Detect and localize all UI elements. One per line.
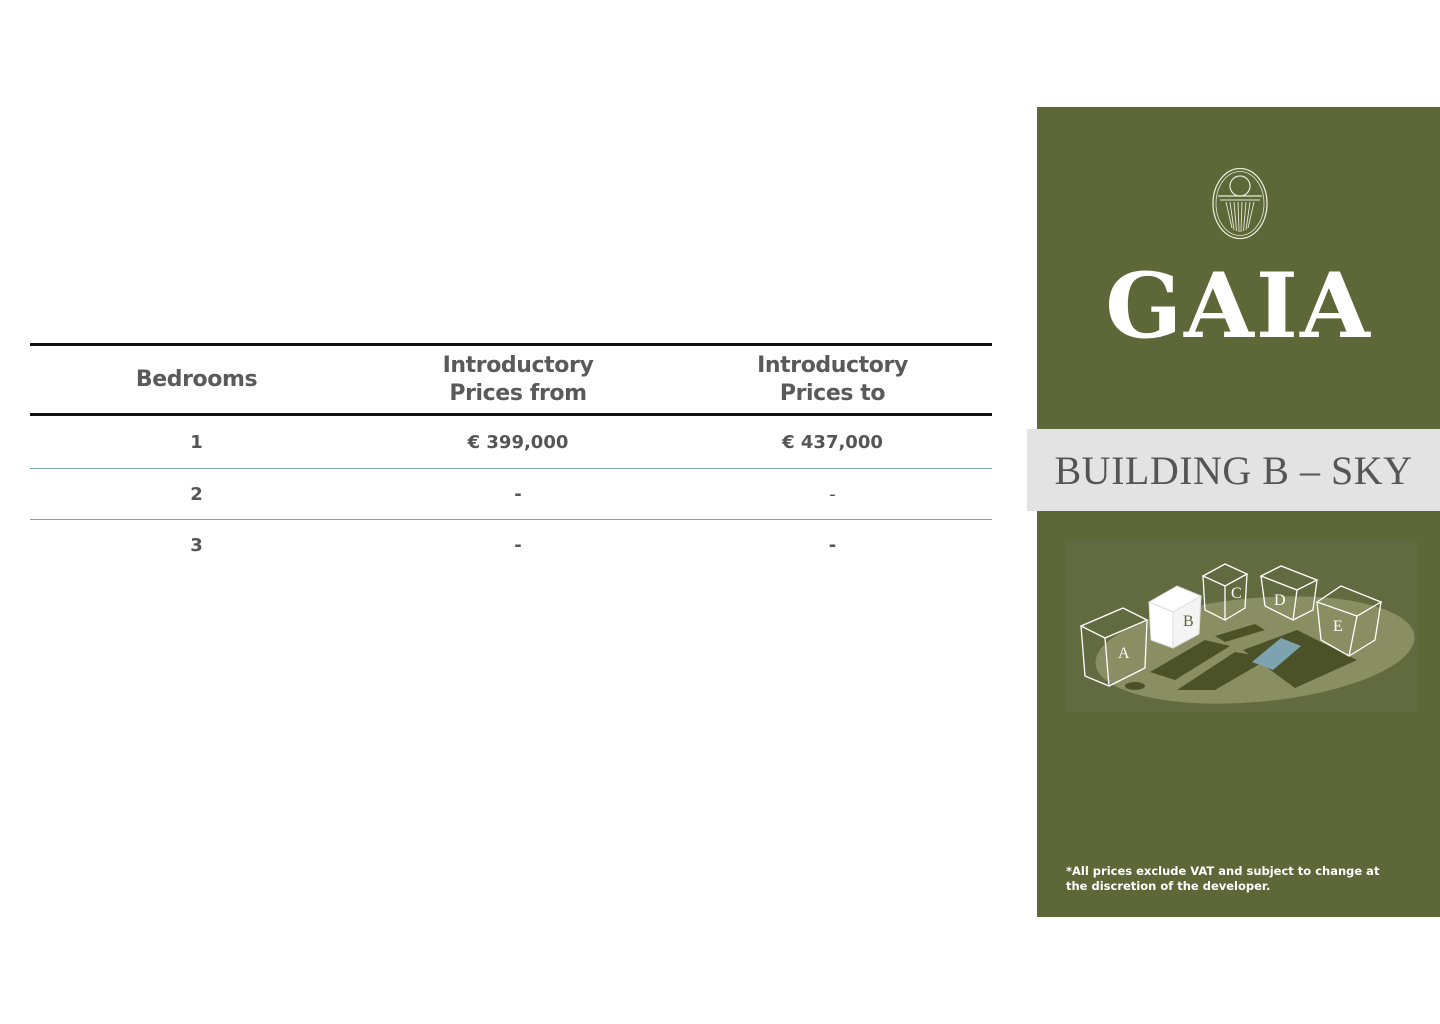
header-bedrooms: Bedrooms [135, 366, 258, 392]
building-band [1027, 429, 1440, 511]
price-table [30, 343, 992, 570]
map-label-b: B [1183, 613, 1194, 630]
header-prices-from: Introductory Prices from [442, 352, 594, 406]
brand-logo: GAIA [1105, 253, 1372, 359]
gaia-emblem-icon [1210, 166, 1270, 241]
cell-price-from: - [514, 534, 522, 556]
map-label-d: D [1274, 592, 1286, 609]
table-row [30, 469, 992, 519]
table-row [30, 520, 992, 570]
site-plan-map [1065, 540, 1417, 712]
map-label-c: C [1231, 585, 1242, 602]
cell-price-to: € 437,000 [782, 431, 883, 453]
table-header-row [30, 346, 992, 413]
cell-bedrooms: 2 [190, 483, 203, 505]
cell-price-to: - [828, 534, 837, 556]
vat-disclaimer: *All prices exclude VAT and subject to change at the discretion of the developer. [1066, 864, 1380, 893]
header-prices-to: Introductory Prices to [757, 352, 908, 406]
cell-bedrooms: 3 [190, 534, 203, 556]
cell-bedrooms: 1 [190, 431, 203, 453]
cell-price-from: € 399,000 [467, 431, 569, 453]
table-row [30, 416, 992, 468]
map-label-a: A [1118, 645, 1130, 662]
cell-price-from: - [514, 483, 522, 505]
map-lawn [1125, 682, 1145, 690]
cell-price-to: - [829, 483, 836, 505]
building-title: BUILDING B – SKY [1054, 447, 1413, 493]
map-label-e: E [1333, 618, 1343, 635]
